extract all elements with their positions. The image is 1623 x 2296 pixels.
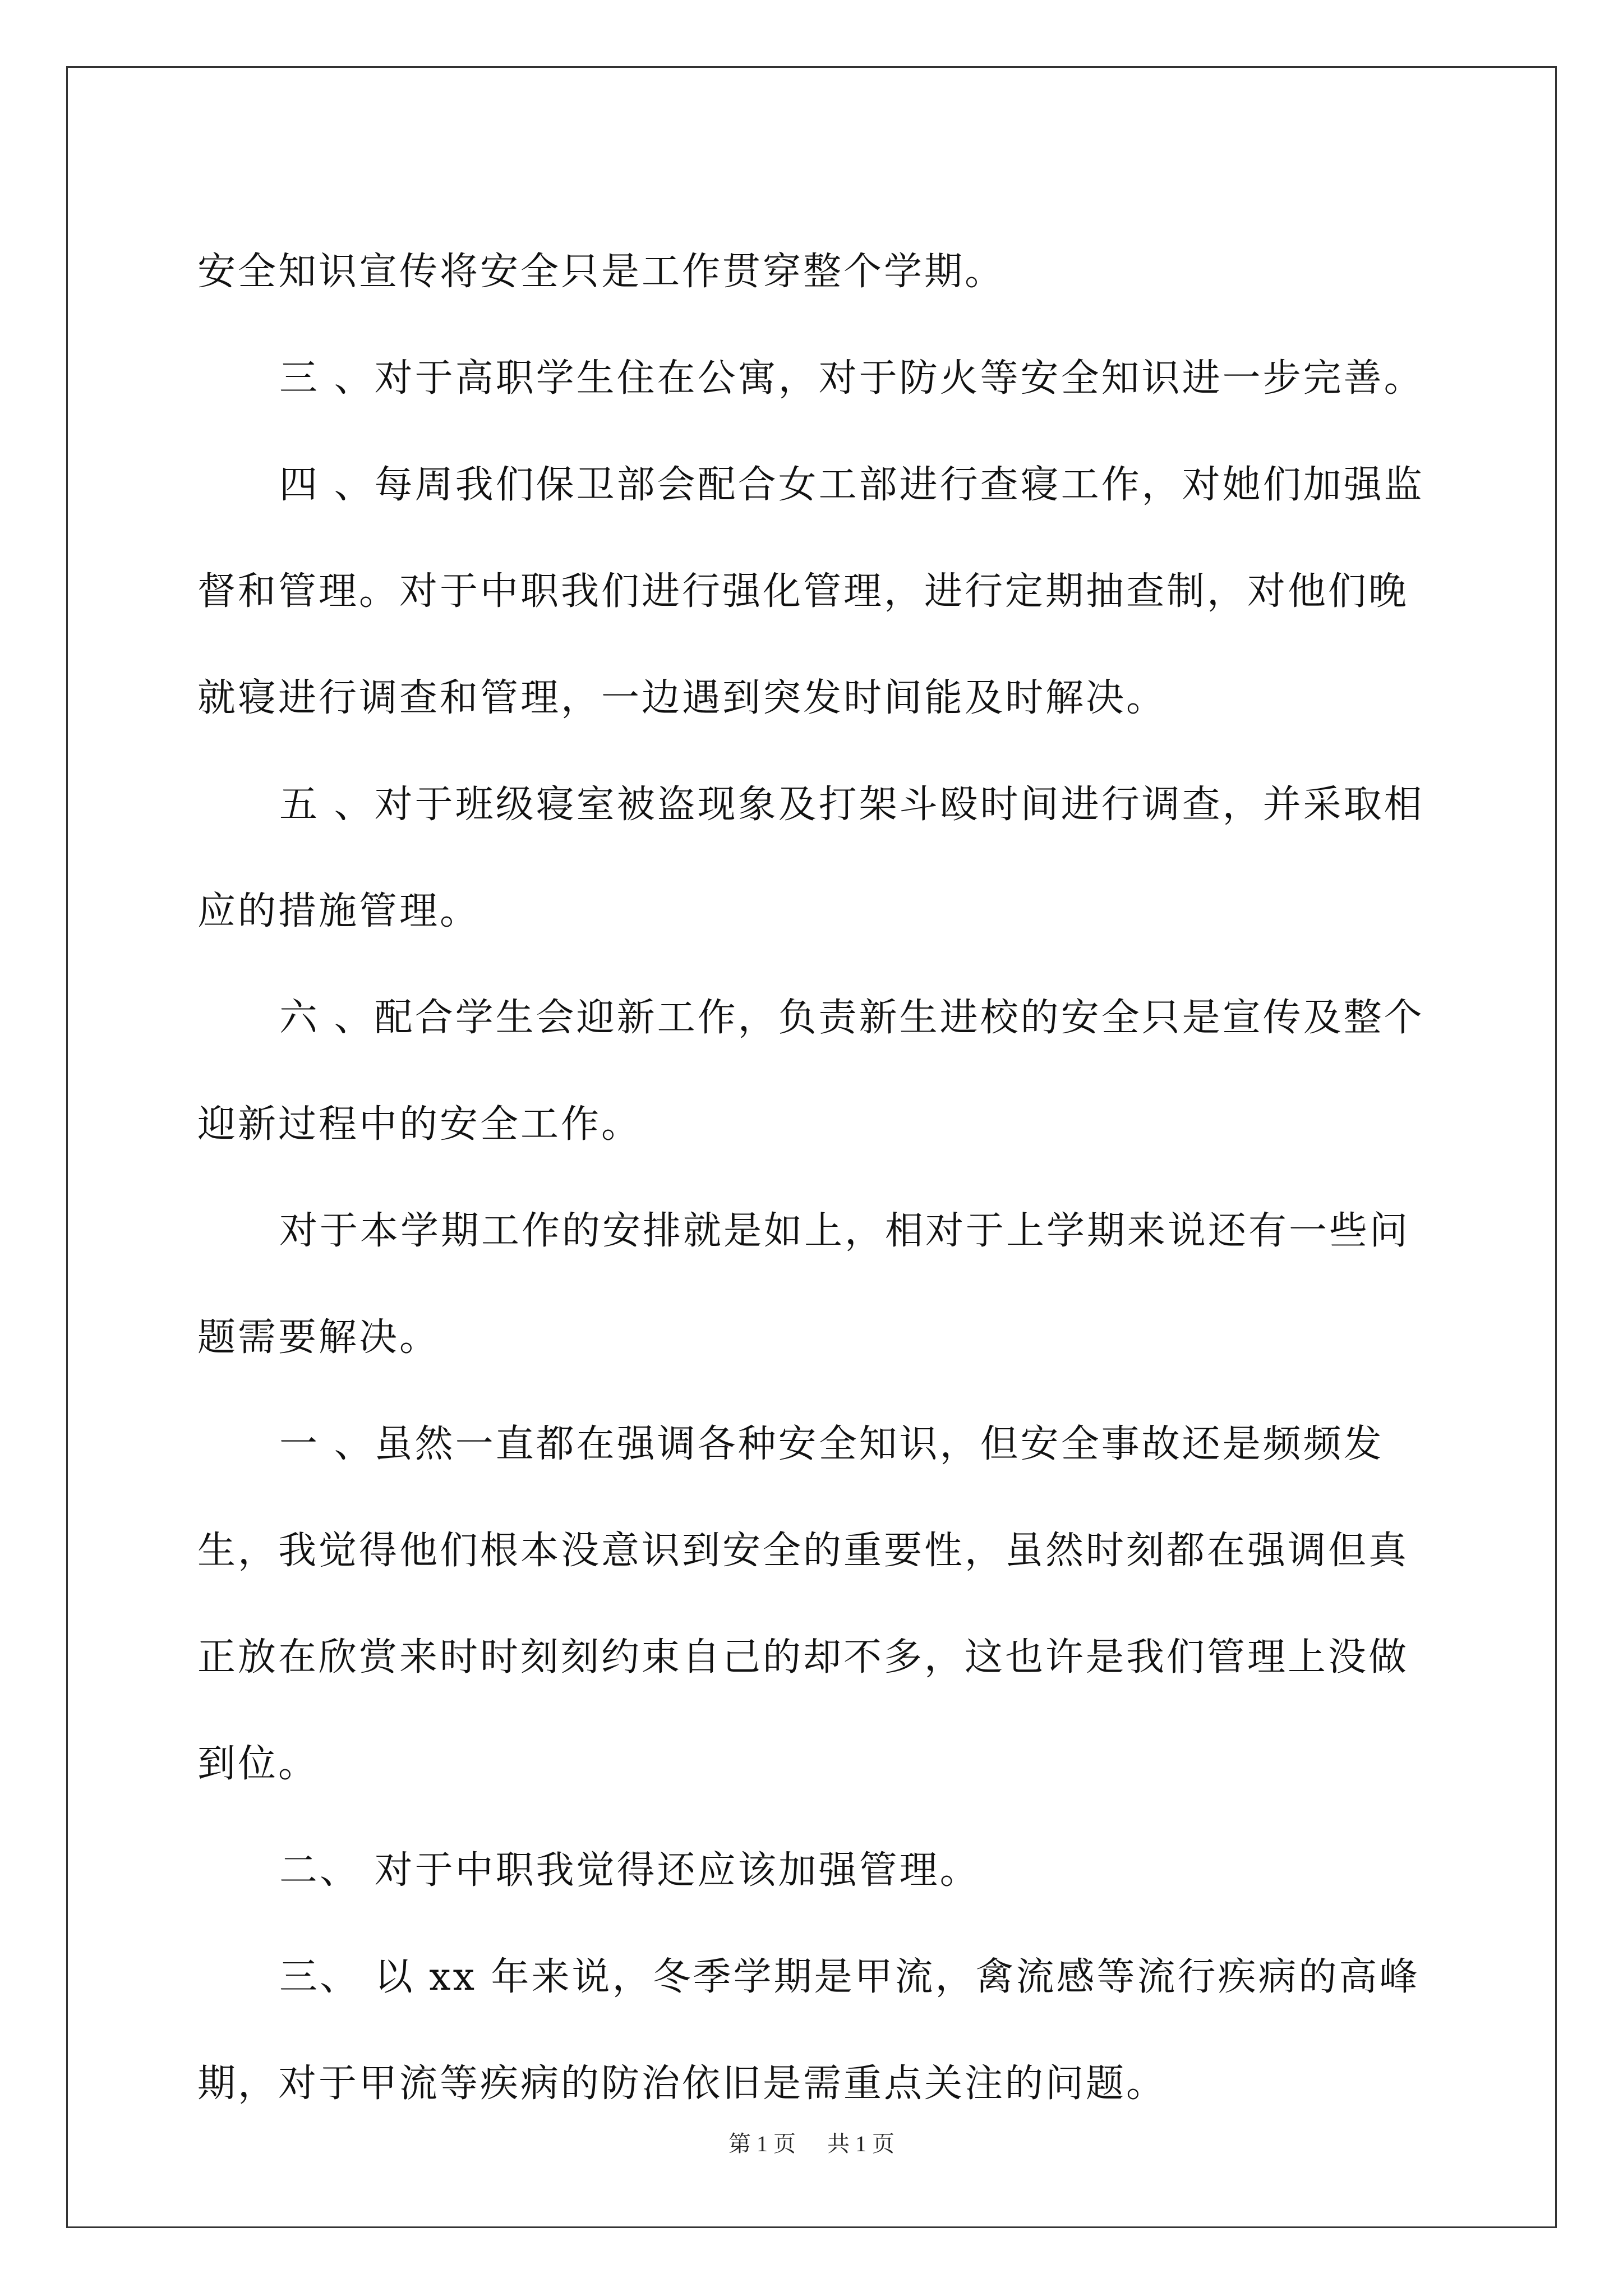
paragraph-7: 一 、虽然一直都在强调各种安全知识，但安全事故还是频频发生，我觉得他们根本没意识到安全的重要性，虽然时刻都在强调但真正放在欣赏来时时刻刻约束自己的却不多，这也许是我们管理上没做到位。 xyxy=(197,1422,1409,1786)
page-footer xyxy=(0,2126,1623,2158)
paragraph-6: 对于本学期工作的安排就是如上，相对于上学期来说还有一些问题需要解决。 xyxy=(197,1209,1410,1360)
paragraph-5: 六 、配合学生会迎新工作，负责新生进校的安全只是宣传及整个迎新过程中的安全工作。 xyxy=(197,996,1424,1147)
page-total: 共 1 页 xyxy=(827,2131,895,2156)
paragraph-1: 安全知识宣传将安全只是工作贯穿整个学期。 xyxy=(197,250,1006,294)
paragraph-9: 三、 以 xx 年来说，冬季学期是甲流，禽流感等流行疾病的高峰期，对于甲流等疾病的防治依旧是需重点关注的问题。 xyxy=(197,1955,1420,2106)
paragraph-8: 二、 对于中职我觉得还应该加强管理。 xyxy=(279,1848,980,1893)
paragraph-4: 五 、对于班级寝室被盗现象及打架斗殴时间进行调查，并采取相应的措施管理。 xyxy=(197,783,1424,933)
document-body xyxy=(197,219,1431,2137)
paragraph-2: 三 、对于高职学生住在公寓，对于防火等安全知识进一步完善。 xyxy=(279,356,1424,401)
page-number: 第 1 页 xyxy=(728,2131,796,2156)
paragraph-3: 四 、每周我们保卫部会配合女工部进行查寝工作，对她们加强监督和管理。对于中职我们进行强化管理，进行定期抽查制，对他们晚就寝进行调查和管理，一边遇到突发时间能及时解决。 xyxy=(197,463,1424,720)
